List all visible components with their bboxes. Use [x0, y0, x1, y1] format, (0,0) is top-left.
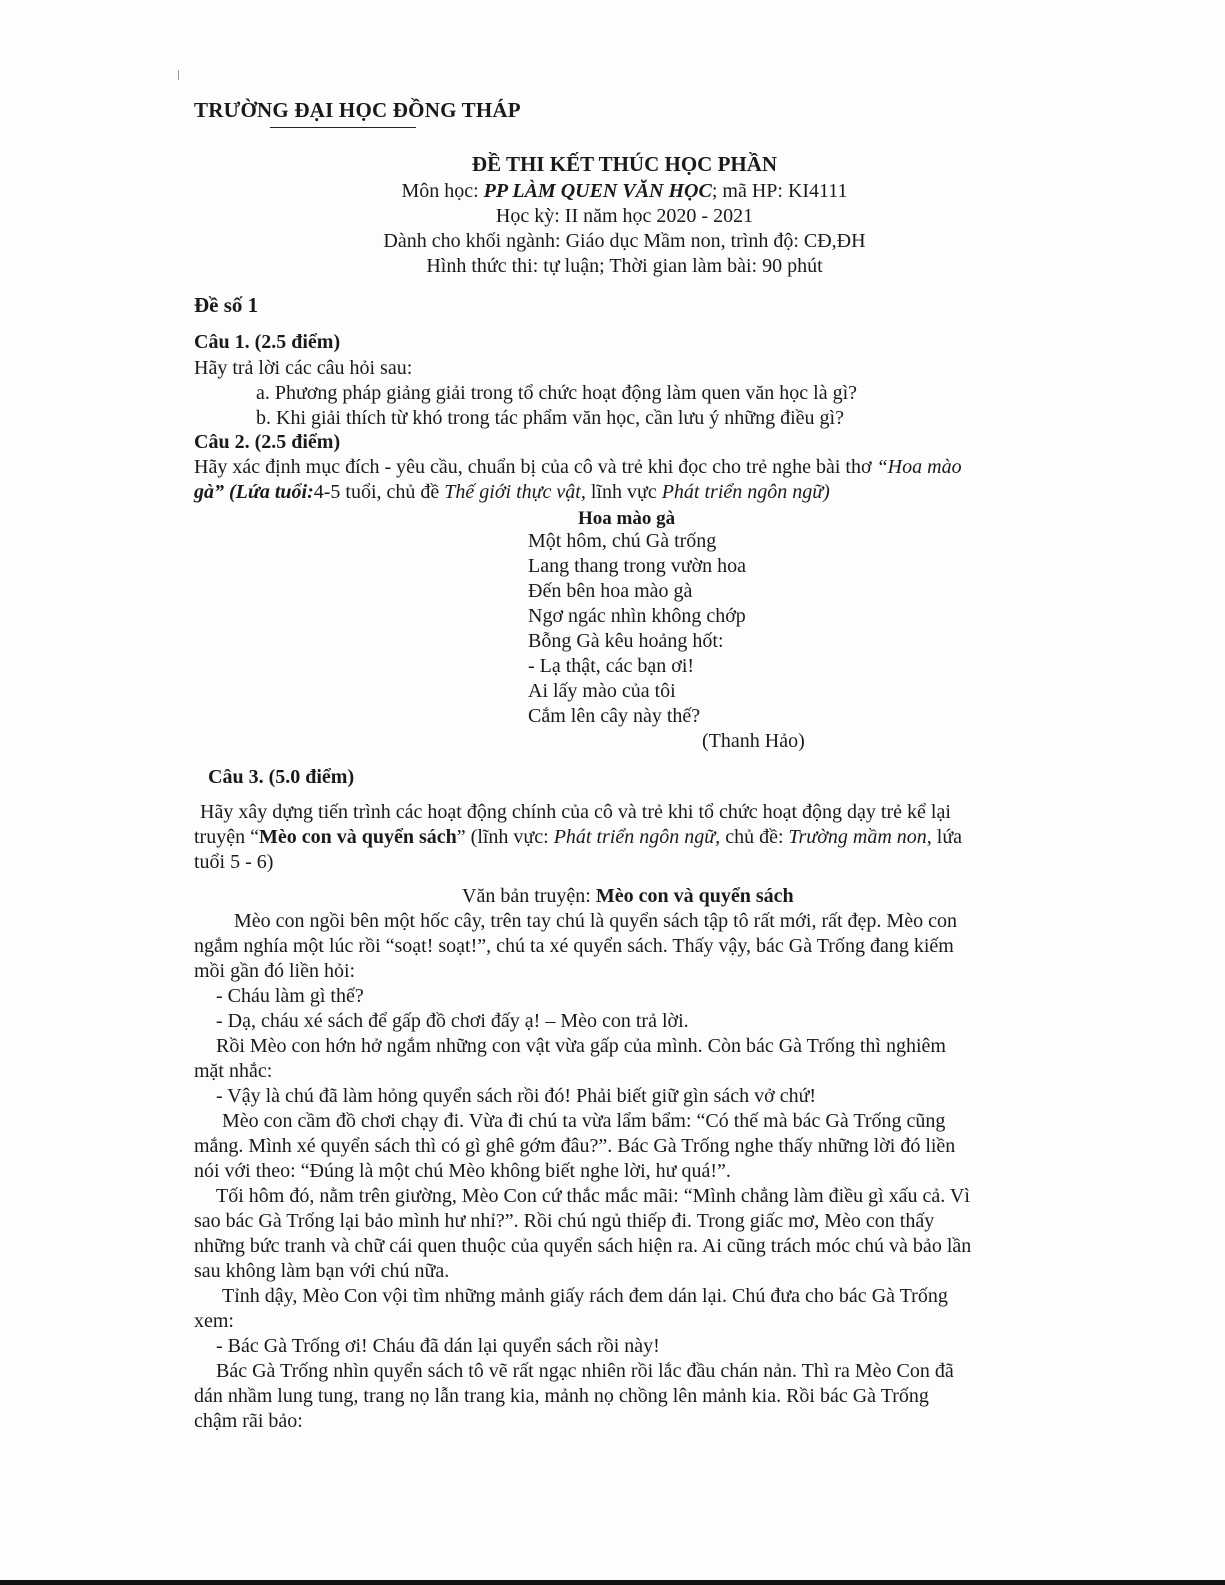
- question-3-line-3: tuổi 5 - 6): [194, 851, 274, 873]
- story-line: Rồi Mèo con hớn hở ngắm những con vật vừa gấp của mình. Còn bác Gà Trống thì nghiêm: [216, 1035, 946, 1057]
- story-line: Mèo con ngồi bên một hốc cây, trên tay chú là quyển sách tập tô rất mới, rất đẹp. Mèo con: [234, 910, 957, 932]
- story-line: sau không làm bạn với chú nữa.: [194, 1260, 450, 1282]
- question-2-line-2: [194, 481, 830, 504]
- school-name: TRƯỜNG ĐẠI HỌC ĐỒNG THÁP: [194, 98, 521, 122]
- story-title-prefix: Văn bản truyện:: [462, 885, 596, 907]
- field-name: Phát triển ngôn ngữ): [661, 481, 830, 503]
- story-ref-field: Phát triển ngôn ngữ,: [553, 826, 721, 848]
- poem-line: Bỗng Gà kêu hoảng hốt:: [528, 630, 724, 652]
- question-2-line-1: [194, 456, 962, 479]
- question-1-intro: Hãy trả lời các câu hỏi sau:: [194, 357, 413, 379]
- story-line: Tối hôm đó, nằm trên giường, Mèo Con cứ thắc mắc mãi: “Mình chẳng làm điều gì xấu cả. Vì: [216, 1185, 970, 1207]
- story-ref-topic: Trường mầm non,: [788, 826, 932, 848]
- subject-line: [0, 180, 1225, 203]
- story-line: xem:: [194, 1310, 234, 1332]
- story-title-name: Mèo con và quyển sách: [595, 885, 794, 907]
- format-line: Hình thức thi: tự luận; Thời gian làm bài: 90 phút: [426, 255, 823, 277]
- poem-ref-end: gà” (Lứa tuổi:: [194, 481, 314, 503]
- story-ref-field-label: ” (lĩnh vực:: [456, 826, 554, 848]
- story-line: - Vậy là chú đã làm hỏng quyển sách rồi đó! Phải biết giữ gìn sách vở chứ!: [216, 1085, 817, 1107]
- scan-bottom-edge: [0, 1580, 1225, 1585]
- poem-ref-start: “Hoa mào: [876, 456, 962, 478]
- poem-line: Ai lấy mào của tôi: [528, 680, 676, 702]
- story-line: - Dạ, cháu xé sách để gấp đồ chơi đấy ạ! – Mèo con trả lời.: [216, 1010, 689, 1032]
- story-line: mắng. Mình xé quyển sách thì có gì ghê gớm đâu?”. Bác Gà Trống nghe thấy những lời đó liền: [194, 1135, 956, 1157]
- story-line: dán nhầm lung tung, trang nọ lẫn trang kia, mảnh nọ chồng lên mảnh kia. Rồi bác Gà Trống: [194, 1385, 929, 1407]
- story-line: nói với theo: “Đúng là một chú Mèo không biết nghe lời, hư quá!”.: [194, 1160, 731, 1182]
- story-line: - Cháu làm gì thế?: [216, 985, 364, 1007]
- poem-line: Lang thang trong vườn hoa: [528, 555, 747, 577]
- story-line: Mèo con cầm đồ chơi chạy đi. Vừa đi chú ta vừa lẩm bẩm: “Có thế mà bác Gà Trống cũng: [222, 1110, 946, 1132]
- story-line: ngắm nghía một lúc rồi “soạt! soạt!”, chú ta xé quyển sách. Thấy vậy, bác Gà Trống đang kiếm: [194, 935, 954, 957]
- story-line: - Bác Gà Trống ơi! Cháu đã dán lại quyển sách rồi này!: [216, 1335, 660, 1357]
- story-ref-topic-label: chủ đề:: [720, 826, 789, 848]
- question-3-line-1: Hãy xây dựng tiến trình các hoạt động chính của cô và trẻ khi tổ chức hoạt động dạy trẻ kể lại: [200, 801, 951, 823]
- subject-prefix: Môn học:: [401, 180, 484, 202]
- scan-mark: [178, 70, 179, 80]
- story-ref-prefix: truyện “: [194, 826, 259, 848]
- subject-name: PP LÀM QUEN VĂN HỌC: [483, 180, 712, 202]
- field-label: lĩnh vực: [585, 481, 662, 503]
- story-line: những bức tranh và chữ cái quen thuộc của quyển sách hiện ra. Ai cũng trách móc chú và bảo lần: [194, 1235, 972, 1257]
- audience-line: Dành cho khối ngành: Giáo dục Mầm non, trình độ: CĐ,ĐH: [383, 230, 866, 252]
- question-1-item-b: b. Khi giải thích từ khó trong tác phẩm văn học, cần lưu ý những điều gì?: [256, 407, 844, 429]
- question-2-heading: Câu 2. (2.5 điểm): [194, 431, 341, 453]
- question-3-heading: Câu 3. (5.0 điểm): [208, 766, 355, 788]
- question-1-item-a: a. Phương pháp giảng giải trong tổ chức hoạt động làm quen văn học là gì?: [256, 382, 858, 404]
- poem-line: Một hôm, chú Gà trống: [528, 530, 717, 552]
- semester-line: Học kỳ: II năm học 2020 - 2021: [495, 205, 754, 227]
- poem-author: (Thanh Hảo): [702, 730, 805, 752]
- poem-line: Ngơ ngác nhìn không chớp: [528, 605, 746, 627]
- story-ref-age: lứa: [931, 826, 963, 848]
- story-line: Bác Gà Trống nhìn quyển sách tô vẽ rất ngạc nhiên rồi lắc đầu chán nản. Thì ra Mèo Con đã: [216, 1360, 954, 1382]
- subject-code: ; mã HP: KI4111: [711, 180, 848, 202]
- poem-line: - Lạ thật, các bạn ơi!: [528, 655, 695, 677]
- exam-number: Đề số 1: [194, 293, 259, 317]
- story-line: Tỉnh dậy, Mèo Con vội tìm những mảnh giấy rách đem dán lại. Chú đưa cho bác Gà Trống: [222, 1285, 948, 1307]
- story-line: mặt nhắc:: [194, 1060, 273, 1082]
- question-1-heading: Câu 1. (2.5 điểm): [194, 331, 341, 353]
- question-3-line-2: [194, 826, 962, 849]
- age-range: 4-5 tuổi, chủ đề: [313, 481, 445, 503]
- topic-name: Thế giới thực vật,: [444, 481, 586, 503]
- school-underline: [270, 127, 416, 128]
- poem-title: Hoa mào gà: [578, 508, 676, 529]
- exam-title: ĐỀ THI KẾT THÚC HỌC PHẦN: [471, 152, 778, 176]
- poem-line: Cắm lên cây này thế?: [528, 705, 701, 727]
- story-ref-title: Mèo con và quyển sách: [258, 826, 457, 848]
- question-2-text: Hãy xác định mục đích - yêu cầu, chuẩn bị của cô và trẻ khi đọc cho trẻ nghe bài thơ: [194, 456, 877, 478]
- story-line: chậm rãi bảo:: [194, 1410, 303, 1432]
- poem-line: Đến bên hoa mào gà: [528, 580, 693, 602]
- story-line: mồi gần đó liền hỏi:: [194, 960, 356, 982]
- story-title: [462, 885, 794, 908]
- story-line: sao bác Gà Trống lại bảo mình hư nhỉ?”. Rồi chú ngủ thiếp đi. Trong giấc mơ, Mèo con thấy: [194, 1210, 935, 1232]
